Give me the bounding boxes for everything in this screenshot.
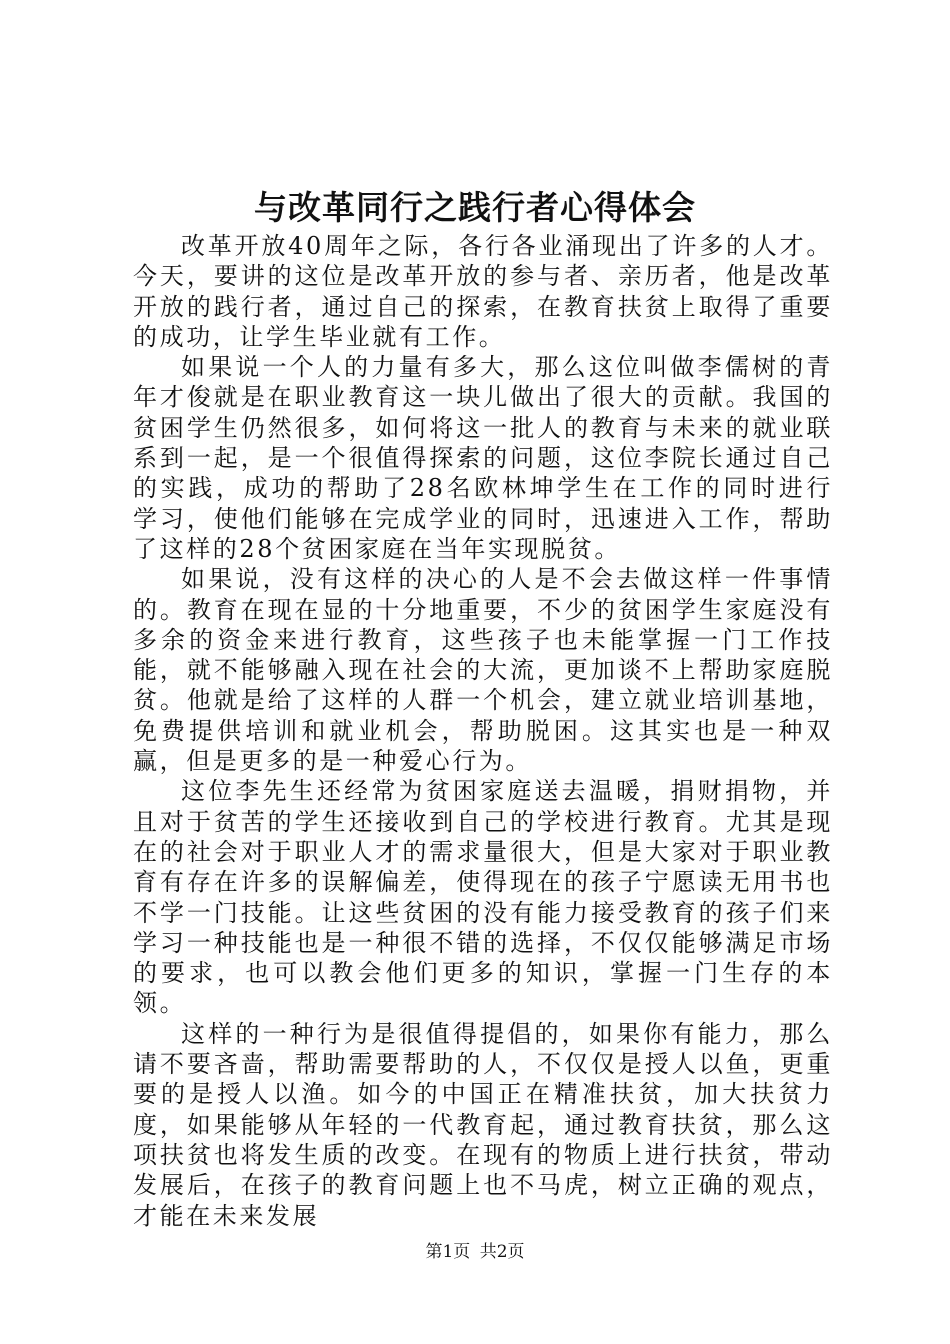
- document-title: 与改革同行之践行者心得体会: [254, 188, 696, 227]
- page-footer: [0, 1240, 950, 1264]
- paragraph-5: 这样的一种行为是很值得提倡的，如果你有能力，那么请不要吝啬，帮助需要帮助的人，不仅仅是授人以鱼，更重要的是授人以渔。如今的中国正在精准扶贫，加大扶贫力度，如果能够从年轻的一代教育起，通过教育扶贫，那么这项扶贫也将发生质的改变。在现有的物质上进行扶贫，带动发展后，在孩子的教育问题上也不马虎，树立正确的观点，才能在未来发展: [133, 1019, 833, 1230]
- page-number: 第1页: [425, 1242, 471, 1262]
- document-body: [133, 231, 833, 1231]
- paragraph-3: 如果说，没有这样的决心的人是不会去做这样一件事情的。教育在现在显的十分地重要，不少的贫困学生家庭没有多余的资金来进行教育，这些孩子也未能掌握一门工作技能，就不能够融入现在社会的大流，更加谈不上帮助家庭脱贫。他就是给了这样的人群一个机会，建立就业培训基地，免费提供培训和就业机会，帮助脱困。这其实也是一种双赢，但是更多的是一种爱心行为。: [133, 565, 833, 776]
- paragraph-2: 如果说一个人的力量有多大，那么这位叫做李儒树的青年才俊就是在职业教育这一块儿做出了很大的贡献。我国的贫困学生仍然很多，如何将这一批人的教育与未来的就业联系到一起，是一个很值得探索的问题，这位李院长通过自己的实践，成功的帮助了28名欧林坤学生在工作的同时进行学习，使他们能够在完成学业的同时，迅速进入工作，帮助了这样的28个贫困家庭在当年实现脱贫。: [133, 353, 833, 563]
- page-total: 共2页: [479, 1242, 525, 1262]
- paragraph-4: 这位李先生还经常为贫困家庭送去温暖，捐财捐物，并且对于贫苦的学生还接收到自己的学校进行教育。尤其是现在的社会对于职业人才的需求量很大，但是大家对于职业教育有存在许多的误解偏差，使得现在的孩子宁愿读无用书也不学一门技能。让这些贫困的没有能力接受教育的孩子们来学习一种技能也是一种很不错的选择，不仅仅能够满足市场的要求，也可以教会他们更多的知识，掌握一门生存的本领。: [133, 777, 833, 1018]
- paragraph-1: 改革开放40周年之际，各行各业涌现出了许多的人才。今天，要讲的这位是改革开放的参与者、亲历者，他是改革开放的践行者，通过自己的探索，在教育扶贫上取得了重要的成功，让学生毕业就有工作。: [133, 232, 833, 351]
